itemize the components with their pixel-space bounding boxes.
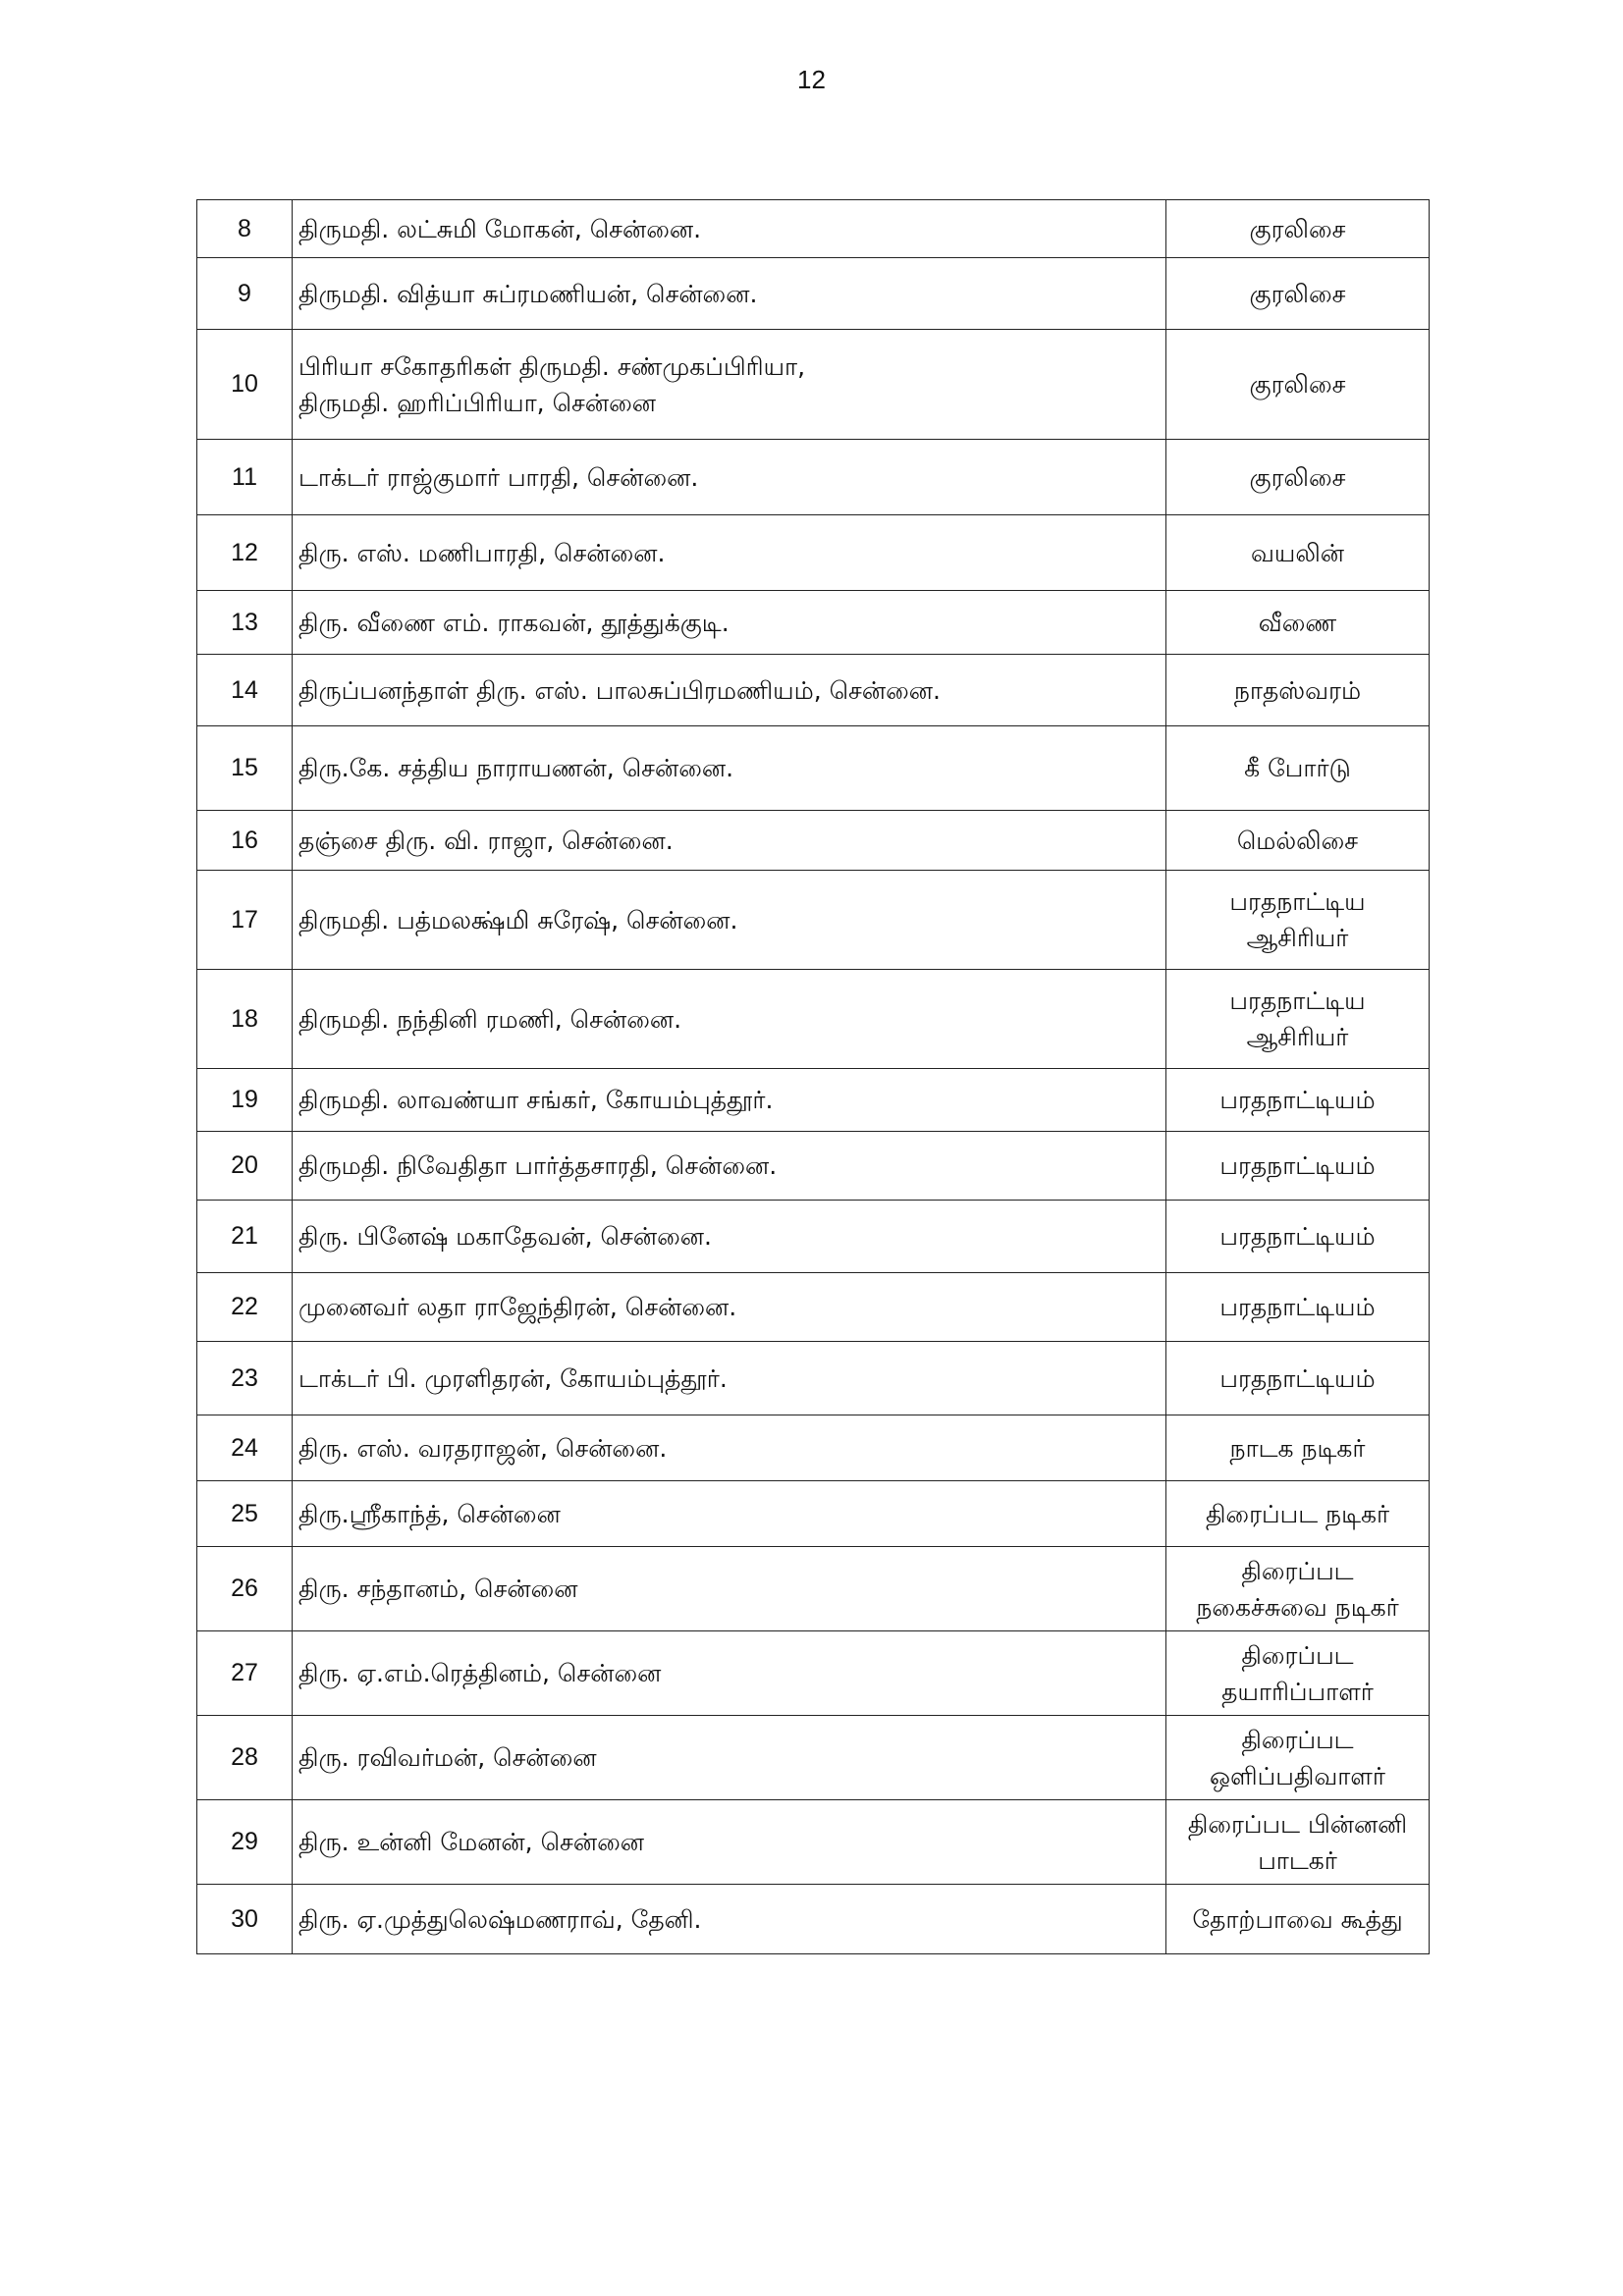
award-category: பரதநாட்டியம் xyxy=(1166,1069,1430,1132)
table-row xyxy=(197,515,1430,591)
row-number: 15 xyxy=(197,726,293,811)
table-row xyxy=(197,1342,1430,1415)
awardee-name: திரு. ஏ.முத்துலெஷ்மணராவ், தேனி. xyxy=(293,1885,1166,1954)
table-row xyxy=(197,591,1430,655)
table-row xyxy=(197,655,1430,726)
row-number: 18 xyxy=(197,970,293,1069)
award-category: பரதநாட்டிய ஆசிரியர் xyxy=(1166,871,1430,970)
row-number: 29 xyxy=(197,1800,293,1885)
table-row xyxy=(197,1631,1430,1716)
table-row xyxy=(197,726,1430,811)
awardee-name: திருமதி. நிவேதிதா பார்த்தசாரதி, சென்னை. xyxy=(293,1132,1166,1201)
awardee-name: திரு. ஏ.எம்.ரெத்தினம், சென்னை xyxy=(293,1631,1166,1716)
award-category: கீ போர்டு xyxy=(1166,726,1430,811)
awardee-name: திரு.ஸ்ரீகாந்த், சென்னை xyxy=(293,1481,1166,1547)
table-row xyxy=(197,811,1430,871)
awardee-name: திருமதி. லட்சுமி மோகன், சென்னை. xyxy=(293,200,1166,258)
awardees-table xyxy=(196,199,1430,1954)
award-category: குரலிசை xyxy=(1166,440,1430,515)
row-number: 27 xyxy=(197,1631,293,1716)
row-number: 24 xyxy=(197,1415,293,1481)
table-row xyxy=(197,1201,1430,1273)
award-category: மெல்லிசை xyxy=(1166,811,1430,871)
row-number: 13 xyxy=(197,591,293,655)
awardee-name: திருப்பனந்தாள் திரு. எஸ். பாலசுப்பிரமணியம், சென்னை. xyxy=(293,655,1166,726)
row-number: 10 xyxy=(197,330,293,440)
award-category: பரதநாட்டியம் xyxy=(1166,1273,1430,1342)
table-row xyxy=(197,440,1430,515)
row-number: 28 xyxy=(197,1716,293,1800)
awardee-name: டாக்டர் ராஜ்குமார் பாரதி, சென்னை. xyxy=(293,440,1166,515)
table-row xyxy=(197,970,1430,1069)
row-number: 8 xyxy=(197,200,293,258)
award-category: நாதஸ்வரம் xyxy=(1166,655,1430,726)
awardee-name: திரு. சந்தானம், சென்னை xyxy=(293,1547,1166,1631)
awardee-name: திரு. எஸ். வரதராஜன், சென்னை. xyxy=(293,1415,1166,1481)
award-category: பரதநாட்டிய ஆசிரியர் xyxy=(1166,970,1430,1069)
award-category: பரதநாட்டியம் xyxy=(1166,1201,1430,1273)
table-row xyxy=(197,1415,1430,1481)
row-number: 25 xyxy=(197,1481,293,1547)
awardee-name: திருமதி. நந்தினி ரமணி, சென்னை. xyxy=(293,970,1166,1069)
table-row xyxy=(197,1481,1430,1547)
award-category: குரலிசை xyxy=(1166,330,1430,440)
award-category: திரைப்பட பின்னனி பாடகர் xyxy=(1166,1800,1430,1885)
awardee-name: திருமதி. பத்மலக்ஷ்மி சுரேஷ், சென்னை. xyxy=(293,871,1166,970)
page-number: 12 xyxy=(797,65,826,94)
award-category: பரதநாட்டியம் xyxy=(1166,1132,1430,1201)
awardee-name: திருமதி. லாவண்யா சங்கர், கோயம்புத்தூர். xyxy=(293,1069,1166,1132)
awardee-name: திரு.கே. சத்திய நாராயணன், சென்னை. xyxy=(293,726,1166,811)
row-number: 11 xyxy=(197,440,293,515)
award-category: திரைப்பட நடிகர் xyxy=(1166,1481,1430,1547)
table-row xyxy=(197,871,1430,970)
awardee-name: திரு. பினேஷ் மகாதேவன், சென்னை. xyxy=(293,1201,1166,1273)
awardee-name: முனைவர் லதா ராஜேந்திரன், சென்னை. xyxy=(293,1273,1166,1342)
row-number: 9 xyxy=(197,258,293,330)
row-number: 14 xyxy=(197,655,293,726)
table-row xyxy=(197,1547,1430,1631)
award-category: தோற்பாவை கூத்து xyxy=(1166,1885,1430,1954)
awardee-name: திரு. வீணை எம். ராகவன், தூத்துக்குடி. xyxy=(293,591,1166,655)
row-number: 30 xyxy=(197,1885,293,1954)
row-number: 19 xyxy=(197,1069,293,1132)
table-row xyxy=(197,1885,1430,1954)
awardee-name: திரு. எஸ். மணிபாரதி, சென்னை. xyxy=(293,515,1166,591)
row-number: 20 xyxy=(197,1132,293,1201)
table-row xyxy=(197,258,1430,330)
award-category: குரலிசை xyxy=(1166,258,1430,330)
table-row xyxy=(197,200,1430,258)
awardee-name: பிரியா சகோதரிகள் திருமதி. சண்முகப்பிரியா, திருமதி. ஹரிப்பிரியா, சென்னை xyxy=(293,330,1166,440)
awardee-name: திருமதி. வித்யா சுப்ரமணியன், சென்னை. xyxy=(293,258,1166,330)
table-row xyxy=(197,330,1430,440)
row-number: 21 xyxy=(197,1201,293,1273)
row-number: 17 xyxy=(197,871,293,970)
row-number: 23 xyxy=(197,1342,293,1415)
row-number: 26 xyxy=(197,1547,293,1631)
award-category: பரதநாட்டியம் xyxy=(1166,1342,1430,1415)
table-row xyxy=(197,1800,1430,1885)
award-category: திரைப்பட நகைச்சுவை நடிகர் xyxy=(1166,1547,1430,1631)
awardee-name: திரு. உன்னி மேனன், சென்னை xyxy=(293,1800,1166,1885)
awardee-name: தஞ்சை திரு. வி. ராஜா, சென்னை. xyxy=(293,811,1166,871)
table-row xyxy=(197,1716,1430,1800)
award-category: திரைப்பட தயாரிப்பாளர் xyxy=(1166,1631,1430,1716)
table-row xyxy=(197,1132,1430,1201)
award-category: வயலின் xyxy=(1166,515,1430,591)
awardee-name: திரு. ரவிவர்மன், சென்னை xyxy=(293,1716,1166,1800)
award-category: திரைப்பட ஒளிப்பதிவாளர் xyxy=(1166,1716,1430,1800)
award-category: நாடக நடிகர் xyxy=(1166,1415,1430,1481)
awardees-table-body xyxy=(197,200,1430,1954)
row-number: 16 xyxy=(197,811,293,871)
table-row xyxy=(197,1069,1430,1132)
award-category: குரலிசை xyxy=(1166,200,1430,258)
awardee-name: டாக்டர் பி. முரளிதரன், கோயம்புத்தூர். xyxy=(293,1342,1166,1415)
row-number: 12 xyxy=(197,515,293,591)
table-row xyxy=(197,1273,1430,1342)
award-category: வீணை xyxy=(1166,591,1430,655)
row-number: 22 xyxy=(197,1273,293,1342)
